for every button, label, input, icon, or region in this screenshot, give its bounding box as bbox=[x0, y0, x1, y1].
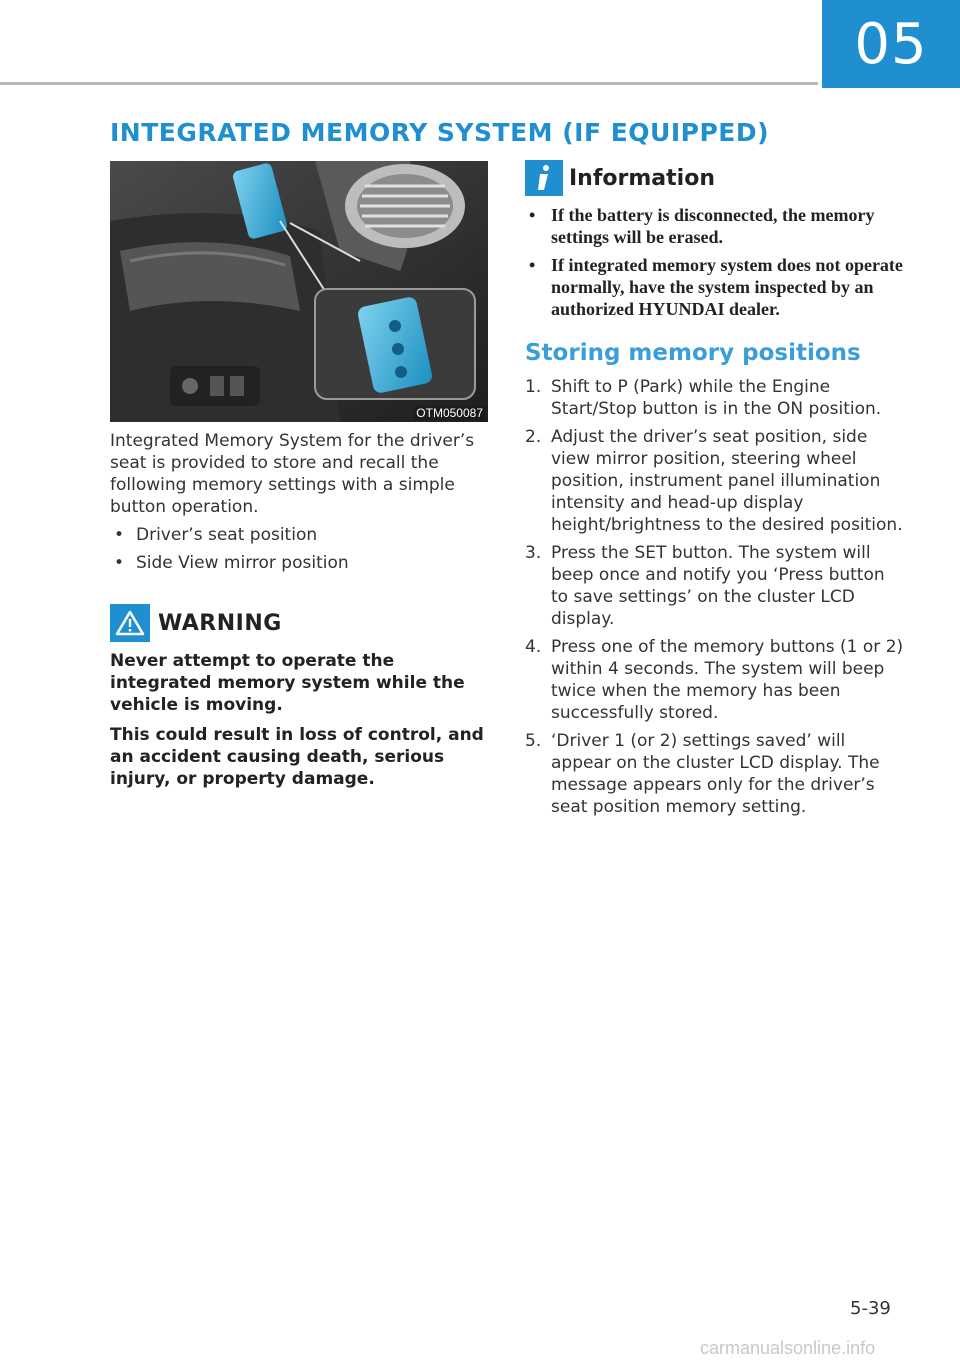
information-title: Information bbox=[569, 165, 715, 191]
intro-text: Integrated Memory System for the driver’s seat is provided to store and recall the following memory settings with a simple button operation. bbox=[110, 431, 475, 517]
intro-bullets bbox=[110, 524, 495, 574]
right-column bbox=[525, 160, 905, 824]
list-item: • Side View mirror position bbox=[110, 552, 495, 574]
warning-header bbox=[110, 604, 495, 642]
step-item bbox=[525, 542, 905, 630]
step-text: Adjust the driver’s seat position, side view mirror position, steering wheel position, instrument panel illumination intensity and head-up display height/brightness to the desired position. bbox=[551, 427, 903, 535]
warning-paragraph: This could result in loss of control, and an accident causing death, serious injury, or property damage. bbox=[110, 725, 484, 789]
step-number: 5. bbox=[525, 731, 542, 751]
storing-steps bbox=[525, 376, 905, 818]
information-list bbox=[525, 204, 905, 320]
figure-door-memory-buttons bbox=[110, 161, 488, 422]
step-text: Shift to P (Park) while the Engine Start/Stop button is in the ON position. bbox=[551, 377, 882, 419]
chapter-tab: 05 bbox=[822, 0, 960, 88]
step-text: Press the SET button. The system will beep once and notify you ‘Press button to save settings’ on the cluster LCD display. bbox=[551, 543, 885, 629]
figure-caption: OTM050087 bbox=[416, 406, 483, 420]
step-item bbox=[525, 730, 905, 818]
section-title: INTEGRATED MEMORY SYSTEM (IF EQUIPPED) bbox=[110, 118, 770, 147]
step-text: ‘Driver 1 (or 2) settings saved’ will appear on the cluster LCD display. The message appears only for the driver’s seat position memory setting. bbox=[551, 731, 880, 817]
list-item: • If the battery is disconnected, the memory settings will be erased. bbox=[525, 204, 905, 248]
step-text: Press one of the memory buttons (1 or 2) within 4 seconds. The system will beep twice when the memory has been successfully stored. bbox=[551, 637, 904, 723]
door-panel-photo bbox=[110, 161, 488, 422]
step-item bbox=[525, 376, 905, 420]
step-number: 4. bbox=[525, 637, 542, 657]
step-number: 1. bbox=[525, 377, 542, 397]
warning-title: WARNING bbox=[158, 610, 282, 636]
step-number: 3. bbox=[525, 543, 542, 563]
step-item bbox=[525, 636, 905, 724]
intro-section bbox=[110, 430, 495, 580]
page-number: 5-39 bbox=[850, 1298, 891, 1319]
list-item: • Driver’s seat position bbox=[110, 524, 495, 546]
info-icon bbox=[525, 160, 563, 196]
header-rule bbox=[0, 82, 818, 85]
step-number: 2. bbox=[525, 427, 542, 447]
warning-triangle-icon bbox=[110, 604, 150, 642]
list-item: • If integrated memory system does not operate normally, have the system inspected by an authorized HYUNDAI dealer. bbox=[525, 254, 905, 320]
storing-heading: Storing memory positions bbox=[525, 340, 861, 366]
step-item bbox=[525, 426, 905, 536]
watermark: carmanualsonline.info bbox=[700, 1338, 876, 1358]
warning-box bbox=[110, 604, 495, 790]
warning-paragraph: Never attempt to operate the integrated memory system while the vehicle is moving. bbox=[110, 651, 465, 715]
information-header bbox=[525, 160, 905, 196]
